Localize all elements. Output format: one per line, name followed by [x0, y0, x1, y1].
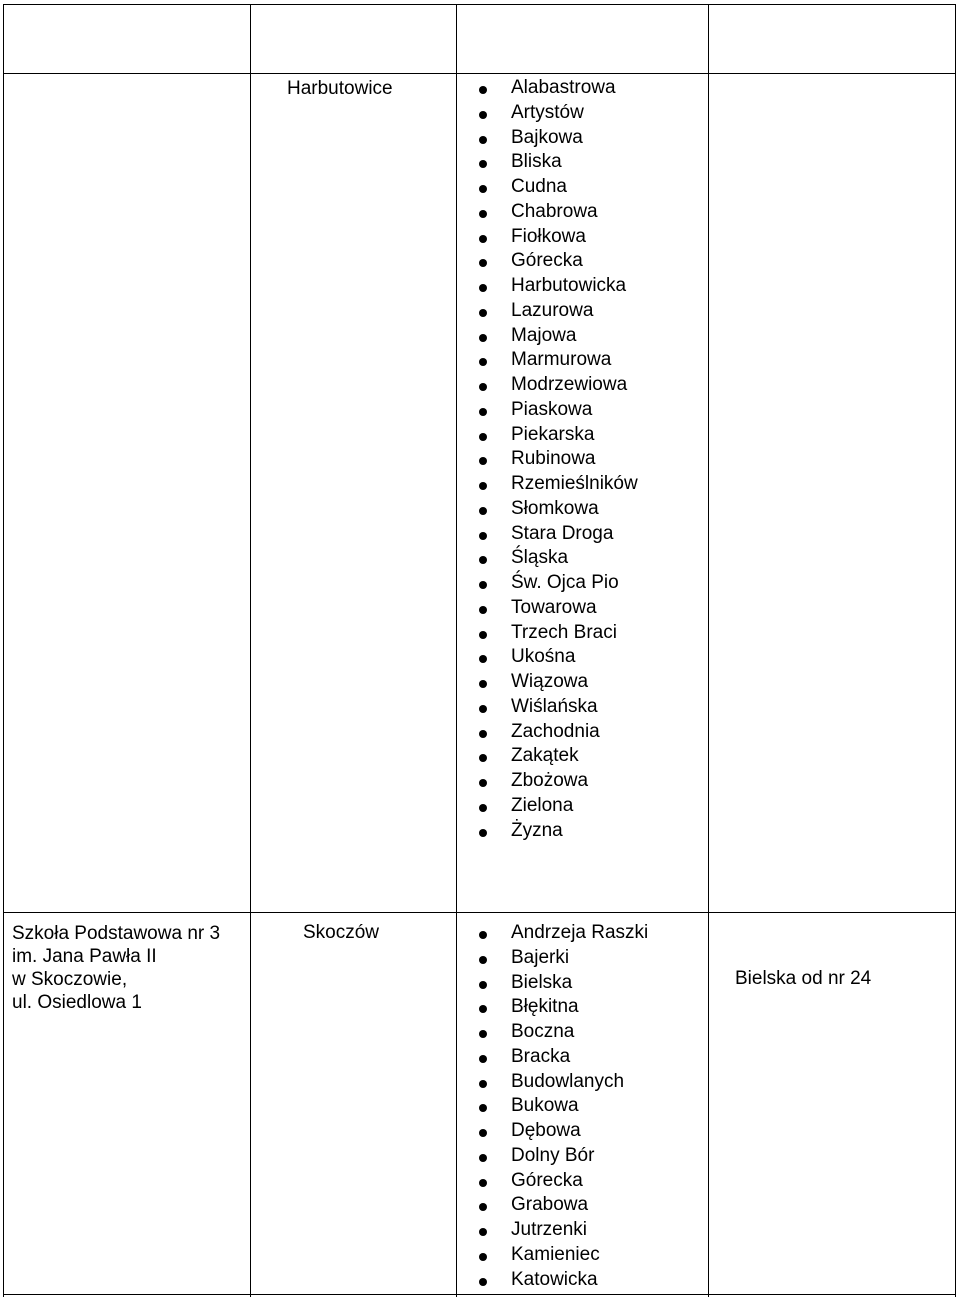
street-item: Boczna	[476, 1020, 648, 1045]
school-cell	[12, 922, 247, 1014]
street-item: Kamieniec	[476, 1243, 648, 1268]
street-item: Ukośna	[476, 645, 638, 670]
table-border-row2	[3, 912, 956, 913]
street-item: Bielska	[476, 971, 648, 996]
table-border-top	[3, 4, 956, 5]
street-item: Chabrowa	[476, 200, 638, 225]
locality-cell: Skoczów	[303, 922, 380, 943]
street-item: Górecka	[476, 1169, 648, 1194]
street-item: Grabowa	[476, 1193, 648, 1218]
street-item: Zachodnia	[476, 720, 638, 745]
street-item: Artystów	[476, 101, 638, 126]
table-border-col2	[456, 4, 457, 1297]
street-item: Fiołkowa	[476, 225, 638, 250]
street-item: Andrzeja Raszki	[476, 921, 648, 946]
street-list	[476, 76, 638, 843]
street-item: Św. Ojca Pio	[476, 571, 638, 596]
street-item: Bajerki	[476, 946, 648, 971]
street-item: Rubinowa	[476, 447, 638, 472]
street-item: Bukowa	[476, 1094, 648, 1119]
street-item: Bajkowa	[476, 126, 638, 151]
street-item: Trzech Braci	[476, 621, 638, 646]
notes-cell: Bielska od nr 24	[735, 968, 872, 989]
street-item: Zielona	[476, 794, 638, 819]
school-name: Szkoła Podstawowa nr 3	[12, 923, 221, 944]
street-item: Górecka	[476, 249, 638, 274]
street-item: Katowicka	[476, 1268, 648, 1293]
table-border-left	[3, 4, 4, 1297]
school-patron: im. Jana Pawła II	[12, 946, 157, 967]
street-item: Piekarska	[476, 423, 638, 448]
street-item: Słomkowa	[476, 497, 638, 522]
street-item: Modrzewiowa	[476, 373, 638, 398]
school-town: w Skoczowie,	[12, 969, 128, 990]
street-list	[476, 921, 648, 1292]
street-item: Bliska	[476, 150, 638, 175]
street-item: Piaskowa	[476, 398, 638, 423]
street-item: Lazurowa	[476, 299, 638, 324]
street-item: Marmurowa	[476, 348, 638, 373]
street-item: Dębowa	[476, 1119, 648, 1144]
street-item: Zakątek	[476, 744, 638, 769]
street-item: Wiązowa	[476, 670, 638, 695]
street-item: Cudna	[476, 175, 638, 200]
table-border-col1	[250, 4, 251, 1297]
street-item: Błękitna	[476, 995, 648, 1020]
street-item: Bracka	[476, 1045, 648, 1070]
street-item: Towarowa	[476, 596, 638, 621]
street-item: Rzemieślników	[476, 472, 638, 497]
street-item: Budowlanych	[476, 1070, 648, 1095]
school-address: ul. Osiedlowa 1	[12, 992, 142, 1013]
street-item: Dolny Bór	[476, 1144, 648, 1169]
street-item: Zbożowa	[476, 769, 638, 794]
street-item: Żyzna	[476, 819, 638, 844]
table-border-row1	[3, 73, 956, 74]
street-item: Stara Droga	[476, 522, 638, 547]
table-border-bottom	[3, 1294, 956, 1295]
street-item: Śląska	[476, 546, 638, 571]
street-item: Harbutowicka	[476, 274, 638, 299]
table-border-col3	[708, 4, 709, 1297]
locality-cell: Harbutowice	[287, 78, 393, 99]
street-item: Jutrzenki	[476, 1218, 648, 1243]
street-item: Alabastrowa	[476, 76, 638, 101]
table-border-right	[955, 4, 956, 1297]
street-item: Wiślańska	[476, 695, 638, 720]
street-item: Majowa	[476, 324, 638, 349]
